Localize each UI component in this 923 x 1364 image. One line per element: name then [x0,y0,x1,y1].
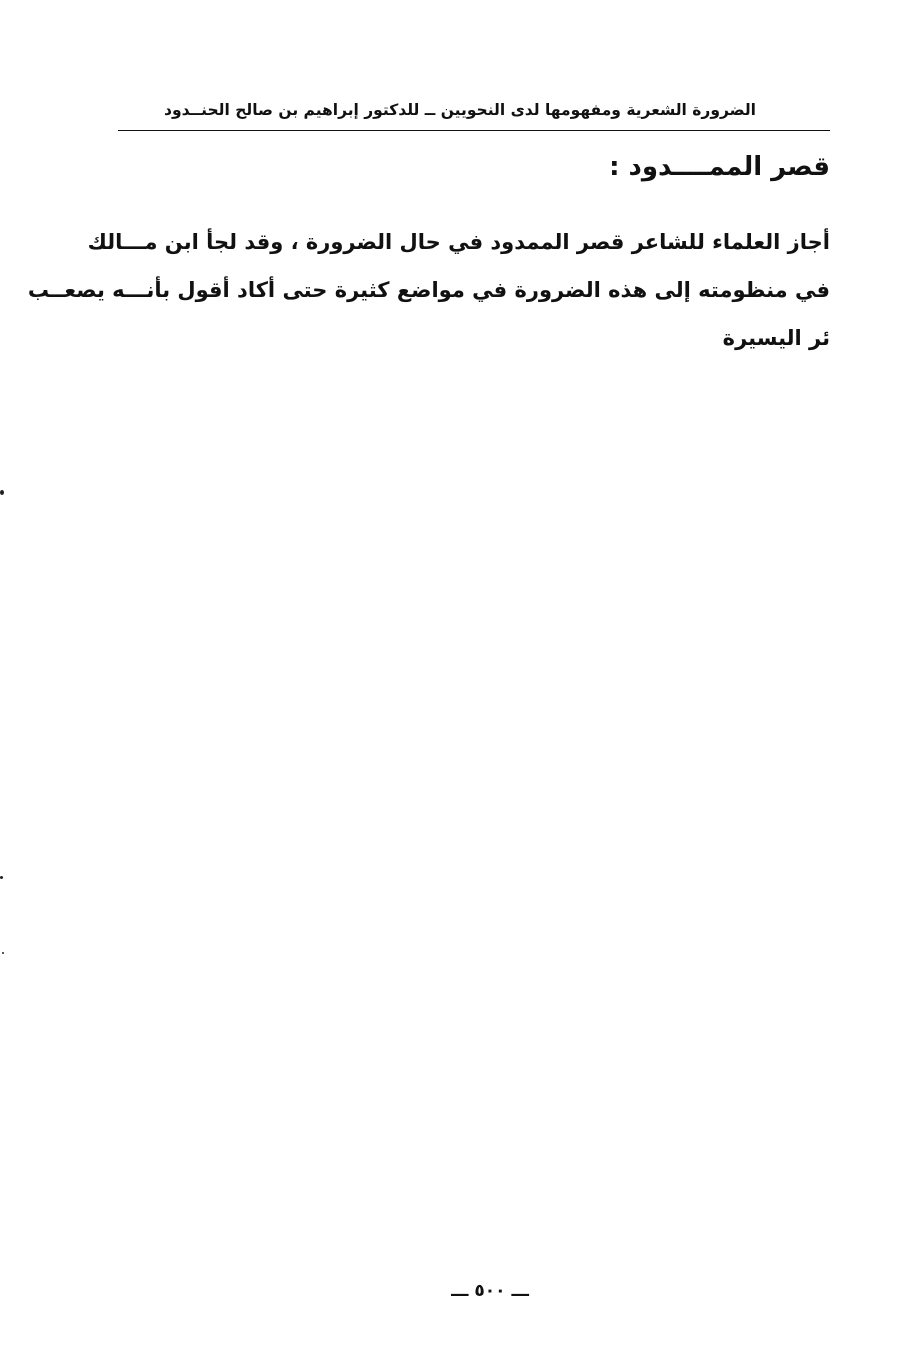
scan-speck [2,952,4,954]
body-line: أجاز العلماء للشاعر قصر الممدود في حال الضرورة ، وقد لجأ ابن مـــالك [87,230,830,254]
body-line: في منظومته إلى هذه الضرورة في مواضع كثيرة حتى أكاد أقول بأنـــه يصعــب [27,278,830,302]
header-divider [118,130,830,131]
body-line: ئر اليسيرة [722,326,830,350]
page-number: ـــ ٥٠٠ ـــ [451,1281,529,1301]
scan-speck [0,490,4,495]
body-paragraph [27,218,830,362]
running-header: الضرورة الشعرية ومفهومها لدى النحويين ــ للدكتور إبراهيم بن صالح الحنــدود [164,101,756,119]
section-heading: قصر الممــــدود : [609,152,830,182]
scan-speck [0,876,3,879]
